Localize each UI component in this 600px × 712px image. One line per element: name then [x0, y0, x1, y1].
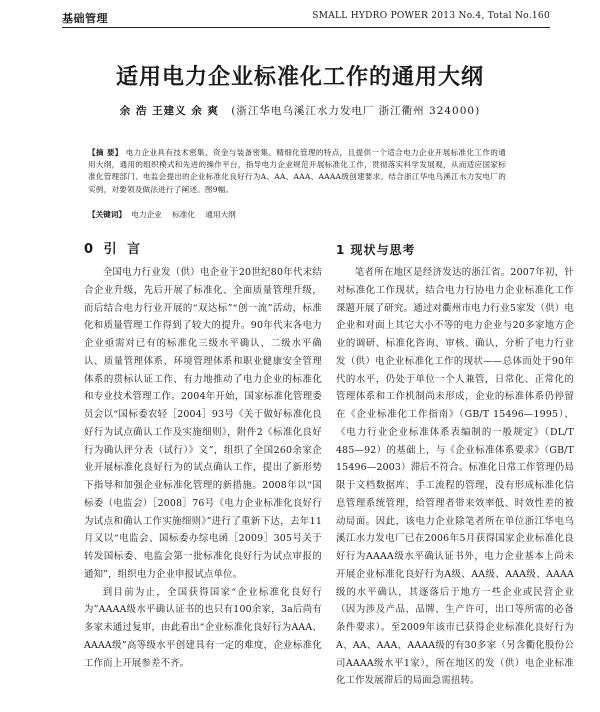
author-line	[0, 103, 600, 118]
article-title: 适用电力企业标准化工作的通用大纲	[115, 65, 484, 90]
header-section-label: 基础管理	[62, 12, 108, 25]
keywords-label: 【关键词】	[88, 210, 126, 219]
keyword-item: 通用大纲	[205, 210, 236, 219]
body-paragraph: 笔者所在地区是经济发达的浙江省。2007年初，针对标准化工作现状，结合电力行协电力企业标准化工作课题开展了研究。通过对衢州市电力行业5家发（供）电企业和对面上其它大小不等的电力企业与20多家地方企业的调研、标准化咨询、审核、确认，分析了电力行业发（供）电企业标准化工作的现状——总体而处于90年代的水平，仍处于单位一个人兼管，日常化、正常化的管理体系和工作机制尚未形成，企业的标准体系仍停留在《企业标准化工作指南》（GB/T 15496—1995）、《电力行业企业标准体系表编制的一般规定》（DL/T 485—92）的基础上，与《企业标准体系要求》（GB/T 15496—2003）滞后不符合。标准化日常工作管理仍局限于文档数据库、手工流程的管理，没有形成标准化信息管理系统管理，给管理者带来效率低、时效性差的被动局面。因此，该电力企业除笔者所在单位浙江华电乌溪江水力发电厂已在2006年5月获得国家企业标准化良好行为AAAA级水平确认证书外，电力企业基本上尚未开展企业标准化良好行为A级、AA级、AAA级、AAAA级的水平确认，其逐落后于地方一些企业或民营企业（因为涉及产品、品牌、生产许可，出口等所需的必备条件要求）。至2009年该市已获得企业标准化良好行为A、AA、AAA、AAAA级的有30多家（另含衢化股份公司AAAA级水平1家），所在地区的发（供）电企业标准化工作发展滞后的局面急需扭转。	[336, 267, 574, 687]
author-affiliation: (浙江华电乌溪江水力发电厂 浙江衢州 324000)	[231, 105, 481, 117]
body-paragraph: 到目前为止，全国获得国家“企业标准化良好行为”AAAA级水平确认证书的也只有100余家，3a后尚有多家未通过复审，由此看出“企业标准化良好行为AAA、AAAA级”高等级水平创建具有一定的难度，企业标准化工作而上开展参差不齐。	[84, 586, 322, 669]
body-paragraph: 全国电力行业发（供）电企业于20世纪80年代末结合企业升级，先后开展了标准化、全面质量管理升级，而后结合电力行业开展的“双达标”“创一流”活动，标准化和质量管理工作得到了较大的提升。90年代末各电力企业亟需对已有的标准化三级水平确认、二级水平确认、质量管理体系、环境管理体系和职业健康安全管理体系的贯标认证工作、有力地推动了电力企业的标准化和专业技术管理工作。2004年开始，国家标准化管理委员会以“国标委农轻［2004］93号《关于做好标准化良好行为试点确认工作及实施细则》，附件2《标准化良好行为确认评分表（试行）》文”，组织了全国260余家企业开展标准化良好行为的试点确认工作，提出了新形势下指导和加强企业标准化管理的新措施。2008年以“国标委（电监会）［2008］76号《电力企业标准化良好行为试点和确认工作实施细则》”进行了重新下达，去年11月又以“电监会、国标委办综电函［2009］305号关于转发国标委、电监会第一批标准化良好行为试点审报的通知”，组织电力企业申报试点单位。	[84, 267, 322, 580]
header-divider	[62, 27, 550, 28]
author-names: 余 浩 王建义 余 爽	[119, 105, 219, 117]
abstract-block	[88, 147, 506, 196]
section-heading-introduction: 0 引 言	[84, 242, 144, 257]
header-journal-info: SMALL HYDRO POWER 2013 No.4, Total No.160	[312, 11, 550, 21]
keyword-item: 标准化	[172, 210, 195, 219]
abstract-label: 【摘 要】	[88, 148, 123, 157]
left-column	[84, 238, 322, 672]
abstract-text: 电力企业具有技术密集、资金与装备密集、精细化管理的特点，且提供一个适合电力企业开展标准化工作的通用大纲，通用的组织模式和先进的操作平台，指导电力企业规范开展标准化工作，贯彻落实科学发展观，从而适应国家标准化管理部门、电监会提出的企业标准化良好行为A、AA、AAA、AAAA级创建要求。结合浙江华电乌溪江水力发电厂的实例，对要领及做法进行了阐述。图9幅。	[88, 148, 506, 194]
keyword-item: 电力企业	[131, 210, 162, 219]
section-heading-status: 1 现状与思考	[336, 243, 416, 257]
right-column	[336, 238, 574, 690]
keywords-block	[88, 209, 506, 221]
running-header	[62, 10, 550, 28]
